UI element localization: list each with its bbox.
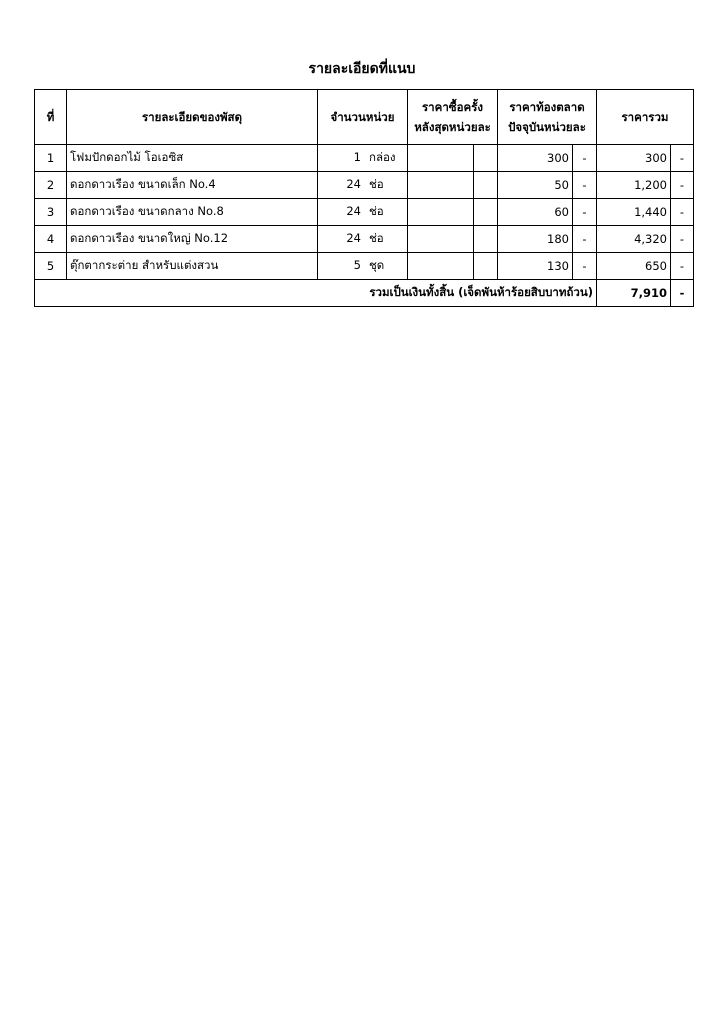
- row-market-price: 130: [498, 253, 573, 280]
- row-last-price: [408, 145, 474, 172]
- row-qty-cell: [318, 199, 408, 226]
- row-market-price: 300: [498, 145, 573, 172]
- row-last-price: [408, 253, 474, 280]
- summary-total: 7,910: [597, 280, 671, 307]
- row-market-price-satang: -: [573, 172, 597, 199]
- summary-label: รวมเป็นเงินทั้งสิ้น (เจ็ดพันห้าร้อยสิบบาทถ้วน): [35, 280, 597, 307]
- row-last-price-satang: [474, 226, 498, 253]
- header-qty: จำนวนหน่วย: [318, 90, 408, 145]
- header-last-price-line2: หลังสุดหน่วยละ: [414, 120, 491, 134]
- row-last-price: [408, 172, 474, 199]
- items-table: [34, 89, 694, 307]
- summary-total-satang: -: [671, 280, 694, 307]
- table-row: [35, 145, 694, 172]
- header-market-price-line1: ราคาท้องตลาด: [509, 100, 585, 114]
- row-no: 2: [35, 172, 67, 199]
- header-market-price-line2: ปัจจุบันหน่วยละ: [508, 120, 586, 134]
- header-total: ราคารวม: [597, 90, 694, 145]
- document-title: รายละเอียดที่แนบ: [308, 61, 416, 77]
- row-no: 4: [35, 226, 67, 253]
- row-unit: ช่อ: [369, 204, 384, 218]
- row-detail: โฟมปักดอกไม้ โอเอซิส: [67, 145, 318, 172]
- header-market-price: [498, 90, 597, 145]
- row-total: 1,200: [597, 172, 671, 199]
- table-row: [35, 172, 694, 199]
- row-no: 3: [35, 199, 67, 226]
- row-market-price-satang: -: [573, 226, 597, 253]
- row-unit: ช่อ: [369, 231, 384, 245]
- row-total-satang: -: [671, 226, 694, 253]
- row-total: 300: [597, 145, 671, 172]
- row-qty: 5: [353, 258, 361, 272]
- row-no: 1: [35, 145, 67, 172]
- row-no: 5: [35, 253, 67, 280]
- row-last-price: [408, 199, 474, 226]
- row-detail: ดอกดาวเรือง ขนาดกลาง No.8: [67, 199, 318, 226]
- row-total: 4,320: [597, 226, 671, 253]
- row-detail: ดอกดาวเรือง ขนาดเล็ก No.4: [67, 172, 318, 199]
- row-last-price-satang: [474, 199, 498, 226]
- row-qty: 24: [346, 231, 361, 245]
- row-unit: ช่อ: [369, 177, 384, 191]
- header-last-price: [408, 90, 498, 145]
- row-unit: ชุด: [369, 258, 385, 272]
- row-total-satang: -: [671, 172, 694, 199]
- row-market-price: 50: [498, 172, 573, 199]
- row-last-price-satang: [474, 145, 498, 172]
- row-last-price-satang: [474, 172, 498, 199]
- row-total-satang: -: [671, 145, 694, 172]
- row-total: 650: [597, 253, 671, 280]
- row-total-satang: -: [671, 199, 694, 226]
- row-qty-cell: [318, 253, 408, 280]
- row-total: 1,440: [597, 199, 671, 226]
- header-detail: รายละเอียดของพัสดุ: [67, 90, 318, 145]
- row-last-price-satang: [474, 253, 498, 280]
- table-row: [35, 253, 694, 280]
- row-detail: ตุ๊กตากระต่าย สำหรับแต่งสวน: [67, 253, 318, 280]
- row-qty-cell: [318, 145, 408, 172]
- header-no: ที่: [35, 90, 67, 145]
- row-unit: กล่อง: [369, 150, 396, 164]
- summary-row: [35, 280, 694, 307]
- row-detail: ดอกดาวเรือง ขนาดใหญ่ No.12: [67, 226, 318, 253]
- row-qty-cell: [318, 172, 408, 199]
- header-last-price-line1: ราคาซื้อครั้ง: [422, 100, 483, 114]
- table-row: [35, 199, 694, 226]
- row-market-price: 60: [498, 199, 573, 226]
- row-qty: 24: [346, 177, 361, 191]
- header-row: [35, 90, 694, 145]
- row-market-price-satang: -: [573, 145, 597, 172]
- row-qty-cell: [318, 226, 408, 253]
- row-last-price: [408, 226, 474, 253]
- table-row: [35, 226, 694, 253]
- row-total-satang: -: [671, 253, 694, 280]
- row-qty: 1: [353, 150, 361, 164]
- row-market-price-satang: -: [573, 253, 597, 280]
- row-market-price-satang: -: [573, 199, 597, 226]
- row-qty: 24: [346, 204, 361, 218]
- row-market-price: 180: [498, 226, 573, 253]
